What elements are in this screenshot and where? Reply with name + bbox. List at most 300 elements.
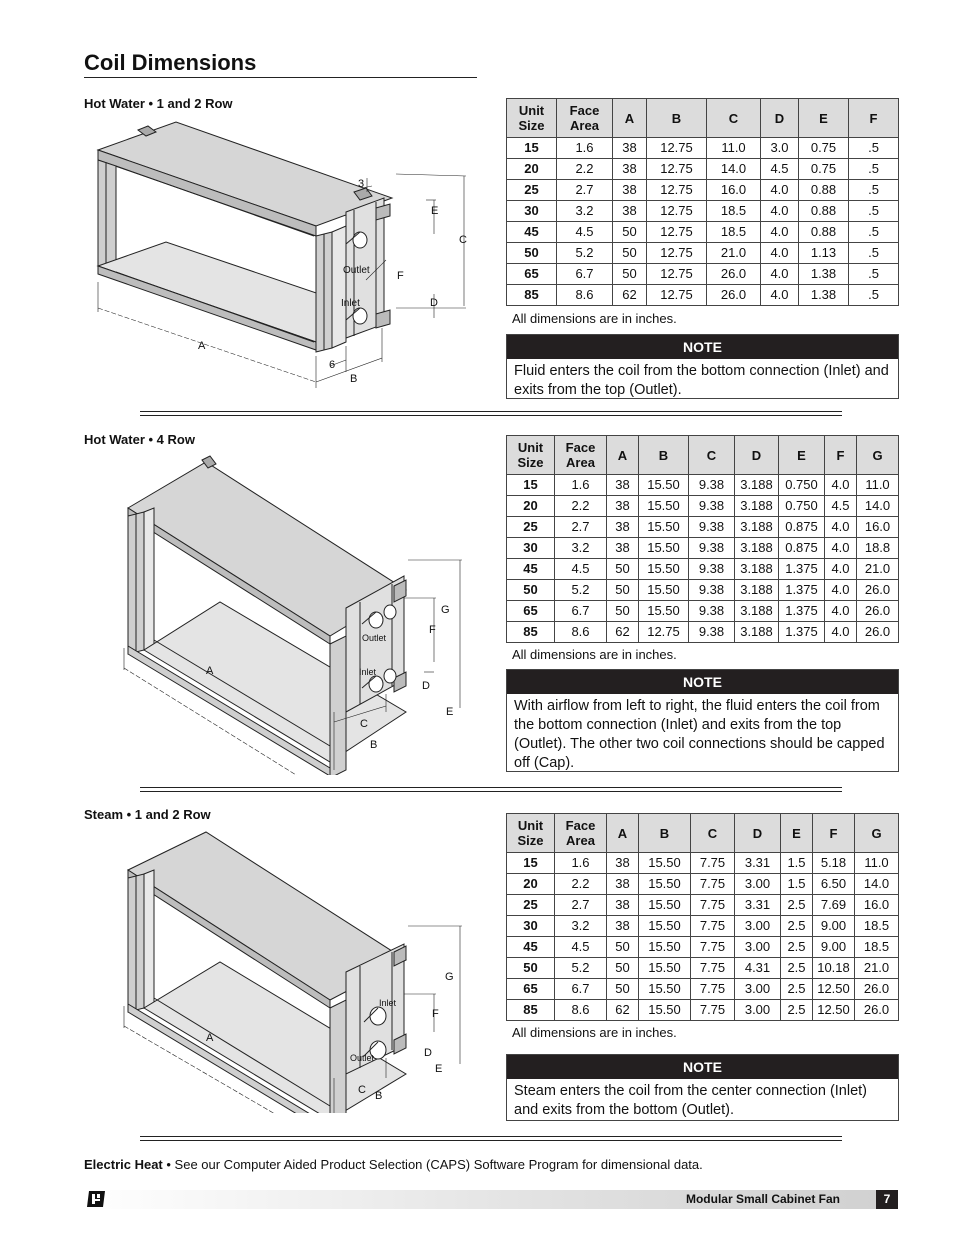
diagram-label-inlet: Inlet [359,667,377,677]
diagram-label-e: E [446,706,454,718]
section-divider [140,787,842,792]
title-rule [84,77,477,78]
diagram-label-c: C [360,718,368,730]
unit-size-cell: 20 [507,496,555,517]
column-header: A [607,814,639,853]
table-cell: 7.75 [691,874,735,895]
table-cell: 15.50 [639,475,689,496]
diagram-label-f: F [432,1008,439,1020]
table-cell: 4.0 [761,243,799,264]
diagram-label-e: E [431,205,439,217]
diagram-label-a: A [206,1032,214,1044]
dimension-note: All dimensions are in inches. [512,647,677,662]
table-cell: 11.0 [707,138,761,159]
table-cell: 50 [607,601,639,622]
section-label-hot-water-4-row: Hot Water • 4 Row [84,432,195,447]
table-cell: 38 [607,853,639,874]
table-header-row [507,99,899,138]
table-cell: 8.6 [555,622,607,643]
unit-size-cell: 65 [507,601,555,622]
table-cell: 2.5 [781,937,813,958]
table-row [507,853,899,874]
table-cell: 0.88 [799,201,849,222]
unit-size-cell: 65 [507,264,557,285]
table-cell: 12.75 [647,201,707,222]
note-heading: NOTE [507,335,898,359]
diagram-label-f: F [429,624,436,636]
table-cell: 4.0 [761,264,799,285]
table-cell: 2.7 [557,180,613,201]
table-row [507,285,899,306]
section-label-hot-water-1-2-row: Hot Water • 1 and 2 Row [84,96,233,111]
footer-title: Modular Small Cabinet Fan [685,1192,840,1206]
table-cell: 38 [607,874,639,895]
table-cell: 3.188 [735,475,779,496]
table-cell: 1.375 [779,580,825,601]
unit-size-cell: 50 [507,958,555,979]
diagram-label-outlet: Outlet [343,265,370,276]
table-cell: 2.5 [781,1000,813,1021]
table-cell: 0.750 [779,475,825,496]
table-row [507,496,899,517]
table-cell: 14.0 [707,159,761,180]
table-cell: 18.5 [707,222,761,243]
table-cell: 3.00 [735,1000,781,1021]
unit-size-cell: 85 [507,1000,555,1021]
note-text: Steam enters the coil from the center connection (Inlet) and exits from the bottom (Outlet). [514,1083,868,1118]
table-cell: 3.00 [735,979,781,1000]
table-cell: 2.5 [781,958,813,979]
column-header: F [825,436,857,475]
diagram-label-c: C [459,234,467,246]
table-cell: 4.5 [825,496,857,517]
column-header: C [689,436,735,475]
table-cell: 1.375 [779,559,825,580]
table-cell: 21.0 [857,559,899,580]
table-cell: 1.375 [779,622,825,643]
table-cell: 2.5 [781,979,813,1000]
table-cell: 12.50 [813,1000,855,1021]
hot-water-4-row-coil-diagram [84,450,494,775]
table-body [507,475,899,643]
electric-heat-note [84,1157,703,1172]
table-cell: 0.75 [799,138,849,159]
dimension-note: All dimensions are in inches. [512,1025,677,1040]
table-cell: 1.5 [781,874,813,895]
column-header: F [849,99,899,138]
column-header: B [639,814,691,853]
unit-size-cell: 20 [507,874,555,895]
table-row [507,222,899,243]
table-cell: 11.0 [855,853,899,874]
table-cell: 7.75 [691,937,735,958]
unit-size-cell: 85 [507,285,557,306]
table-row [507,958,899,979]
table-cell: 15.50 [639,538,689,559]
unit-size-cell: 45 [507,222,557,243]
table-cell: 2.2 [557,159,613,180]
table-cell: 4.0 [761,222,799,243]
table-cell: 18.5 [855,937,899,958]
steam-1-2-row-table [506,813,899,1021]
table-cell: 1.13 [799,243,849,264]
table-cell: 5.2 [557,243,613,264]
table-cell: 18.5 [855,916,899,937]
table-cell: 0.875 [779,517,825,538]
table-cell: 6.7 [557,264,613,285]
table-cell: 9.38 [689,580,735,601]
table-cell: 21.0 [707,243,761,264]
table-row [507,264,899,285]
unit-size-cell: 25 [507,895,555,916]
table-cell: 4.5 [557,222,613,243]
table-cell: 9.38 [689,601,735,622]
unit-size-cell: 20 [507,159,557,180]
table-cell: 4.0 [825,622,857,643]
hot-water-1-2-row-coil-diagram [84,112,494,397]
table-cell: 15.50 [639,517,689,538]
column-header: Unit Size [507,436,555,475]
table-row [507,517,899,538]
section-divider [140,411,842,416]
diagram-label-outlet: Outlet [350,1053,375,1063]
table-cell: 4.0 [825,580,857,601]
column-header: C [691,814,735,853]
table-cell: 26.0 [857,601,899,622]
table-cell: 6.7 [555,601,607,622]
note-box [506,669,899,772]
table-cell: 9.38 [689,559,735,580]
table-cell: 3.2 [555,538,607,559]
diagram-label-f: F [397,270,404,282]
table-cell: 4.0 [825,538,857,559]
table-cell: 4.31 [735,958,781,979]
table-cell: 15.50 [639,958,691,979]
table-cell: 3.188 [735,580,779,601]
table-body [507,138,899,306]
table-cell: 15.50 [639,601,689,622]
table-cell: 3.0 [761,138,799,159]
table-cell: .5 [849,243,899,264]
table-cell: 4.0 [825,601,857,622]
column-header: B [647,99,707,138]
column-header: G [857,436,899,475]
table-cell: 50 [607,580,639,601]
greenheck-logo-icon [86,1190,106,1208]
unit-size-cell: 50 [507,243,557,264]
table-cell: 1.6 [557,138,613,159]
diagram-label-b: B [370,739,378,751]
page-number: 7 [876,1190,898,1209]
table-cell: 4.5 [555,559,607,580]
note-heading: NOTE [507,670,898,694]
unit-size-cell: 25 [507,180,557,201]
table-cell: 15.50 [639,496,689,517]
table-cell: 12.75 [647,285,707,306]
table-cell: 2.5 [781,916,813,937]
table-cell: 3.188 [735,559,779,580]
table-cell: 16.0 [707,180,761,201]
table-cell: 38 [613,201,647,222]
table-row [507,937,899,958]
table-cell: 8.6 [557,285,613,306]
table-cell: 38 [607,475,639,496]
unit-size-cell: 30 [507,538,555,559]
table-cell: 2.2 [555,874,607,895]
diagram-label-3: 3 [358,178,365,190]
table-cell: 4.0 [825,559,857,580]
diagram-label-c: C [358,1084,366,1096]
table-cell: 1.6 [555,853,607,874]
table-cell: 12.75 [639,622,689,643]
table-cell: 26.0 [855,979,899,1000]
unit-size-cell: 25 [507,517,555,538]
unit-size-cell: 30 [507,201,557,222]
section-label-steam-1-2-row: Steam • 1 and 2 Row [84,807,211,822]
table-cell: 6.7 [555,979,607,1000]
table-cell: 5.2 [555,580,607,601]
table-cell: 3.188 [735,601,779,622]
table-cell: 11.0 [857,475,899,496]
unit-size-cell: 30 [507,916,555,937]
table-body [507,853,899,1021]
table-cell: 2.2 [555,496,607,517]
diagram-label-d: D [430,297,438,309]
table-row [507,916,899,937]
table-cell: 2.7 [555,895,607,916]
table-cell: 26.0 [857,622,899,643]
table-cell: 38 [607,916,639,937]
table-cell: 3.188 [735,538,779,559]
table-cell: 4.0 [825,517,857,538]
table-cell: 3.2 [555,916,607,937]
table-row [507,243,899,264]
table-row [507,1000,899,1021]
unit-size-cell: 15 [507,475,555,496]
page-title: Coil Dimensions [84,50,257,75]
table-cell: 3.00 [735,874,781,895]
table-cell: 1.5 [781,853,813,874]
column-header: B [639,436,689,475]
table-cell: 4.0 [761,201,799,222]
table-cell: 0.750 [779,496,825,517]
table-cell: .5 [849,180,899,201]
table-cell: 15.50 [639,559,689,580]
table-cell: 1.38 [799,264,849,285]
note-box [506,1054,899,1121]
unit-size-cell: 85 [507,622,555,643]
table-cell: 50 [613,222,647,243]
table-cell: 0.75 [799,159,849,180]
table-row [507,580,899,601]
table-cell: 4.0 [761,180,799,201]
hot-water-4-row-table [506,435,899,643]
table-cell: 7.75 [691,958,735,979]
diagram-label-b: B [375,1090,383,1102]
table-cell: 9.38 [689,496,735,517]
table-row [507,601,899,622]
table-cell: 3.31 [735,895,781,916]
table-cell: 62 [607,622,639,643]
electric-heat-text: • See our Computer Aided Product Selection (CAPS) Software Program for dimensional data. [162,1157,703,1172]
table-row [507,180,899,201]
table-cell: 12.75 [647,159,707,180]
table-cell: 26.0 [855,1000,899,1021]
hot-water-1-2-row-table [506,98,899,306]
table-cell: 4.0 [825,475,857,496]
diagram-label-a: A [198,340,206,352]
note-text: Fluid enters the coil from the bottom connection (Inlet) and exits from the top (Outlet). [514,363,889,398]
table-cell: 50 [607,958,639,979]
table-cell: 12.50 [813,979,855,1000]
table-cell: 3.188 [735,622,779,643]
table-cell: 18.8 [857,538,899,559]
table-cell: 26.0 [707,285,761,306]
table-cell: 7.75 [691,853,735,874]
column-header: Face Area [555,436,607,475]
table-cell: 15.50 [639,1000,691,1021]
table-cell: 7.75 [691,916,735,937]
table-cell: 62 [607,1000,639,1021]
table-cell: 7.75 [691,979,735,1000]
unit-size-cell: 50 [507,580,555,601]
table-cell: 10.18 [813,958,855,979]
table-cell: .5 [849,159,899,180]
column-header: D [735,436,779,475]
table-cell: 16.0 [857,517,899,538]
table-cell: 38 [607,517,639,538]
column-header: E [799,99,849,138]
table-cell: 15.50 [639,937,691,958]
table-cell: .5 [849,222,899,243]
table-row [507,538,899,559]
table-cell: 12.75 [647,138,707,159]
column-header: Face Area [557,99,613,138]
table-cell: 9.38 [689,517,735,538]
table-cell: 3.2 [557,201,613,222]
table-cell: 38 [613,180,647,201]
column-header: Face Area [555,814,607,853]
table-cell: 9.38 [689,475,735,496]
table-cell: 4.5 [555,937,607,958]
diagram-label-d: D [422,680,430,692]
diagram-label-b: B [350,373,358,385]
table-cell: 7.69 [813,895,855,916]
table-cell: .5 [849,138,899,159]
unit-size-cell: 45 [507,559,555,580]
column-header: E [781,814,813,853]
diagram-label-e: E [435,1063,443,1075]
table-cell: 0.88 [799,222,849,243]
table-cell: 15.50 [639,979,691,1000]
unit-size-cell: 15 [507,853,555,874]
table-cell: 50 [613,243,647,264]
table-cell: 1.6 [555,475,607,496]
table-row [507,559,899,580]
column-header: E [779,436,825,475]
table-cell: 15.50 [639,874,691,895]
electric-heat-label: Electric Heat [84,1157,163,1172]
steam-1-2-row-coil-diagram [84,828,494,1113]
table-cell: 38 [607,895,639,916]
unit-size-cell: 15 [507,138,557,159]
table-cell: 12.75 [647,243,707,264]
table-row [507,138,899,159]
table-cell: 9.00 [813,937,855,958]
table-row [507,895,899,916]
table-cell: 9.38 [689,538,735,559]
diagram-label-inlet: Inlet [341,298,360,309]
table-row [507,159,899,180]
dimension-note: All dimensions are in inches. [512,311,677,326]
table-cell: 1.375 [779,601,825,622]
column-header: D [735,814,781,853]
diagram-label-g: G [445,971,454,983]
table-row [507,201,899,222]
table-cell: 3.188 [735,496,779,517]
table-cell: .5 [849,264,899,285]
table-cell: 38 [607,538,639,559]
table-cell: 14.0 [855,874,899,895]
table-cell: 3.31 [735,853,781,874]
table-cell: 50 [613,264,647,285]
table-cell: 8.6 [555,1000,607,1021]
table-cell: 5.2 [555,958,607,979]
table-cell: 0.875 [779,538,825,559]
table-cell: .5 [849,201,899,222]
table-cell: 7.75 [691,895,735,916]
table-cell: 21.0 [855,958,899,979]
table-row [507,979,899,1000]
table-cell: 9.00 [813,916,855,937]
table-cell: 5.18 [813,853,855,874]
column-header: Unit Size [507,99,557,138]
table-cell: 4.5 [761,159,799,180]
table-cell: 50 [607,979,639,1000]
table-row [507,622,899,643]
table-cell: 12.75 [647,180,707,201]
note-text: With airflow from left to right, the fluid enters the coil from the bottom connection (Inlet) and exits from the top (Outlet). The other two coil connections should be capped off (Cap). [514,698,885,771]
table-cell: 16.0 [855,895,899,916]
table-cell: 3.00 [735,937,781,958]
column-header: D [761,99,799,138]
column-header: A [607,436,639,475]
table-cell: 15.50 [639,895,691,916]
note-box [506,334,899,399]
unit-size-cell: 45 [507,937,555,958]
table-header-row [507,436,899,475]
diagram-label-a: A [206,665,214,677]
table-cell: 15.50 [639,916,691,937]
table-cell: 50 [607,559,639,580]
table-cell: 26.0 [857,580,899,601]
column-header: G [855,814,899,853]
table-cell: 15.50 [639,853,691,874]
table-cell: 2.7 [555,517,607,538]
table-cell: 3.188 [735,517,779,538]
column-header: F [813,814,855,853]
diagram-label-outlet: Outlet [362,633,387,643]
table-cell: 9.38 [689,622,735,643]
diagram-label-inlet: Inlet [379,998,397,1008]
diagram-label-6: 6 [329,359,336,371]
table-cell: 62 [613,285,647,306]
column-header: Unit Size [507,814,555,853]
table-cell: 1.38 [799,285,849,306]
table-cell: 6.50 [813,874,855,895]
table-cell: 18.5 [707,201,761,222]
table-cell: 12.75 [647,222,707,243]
